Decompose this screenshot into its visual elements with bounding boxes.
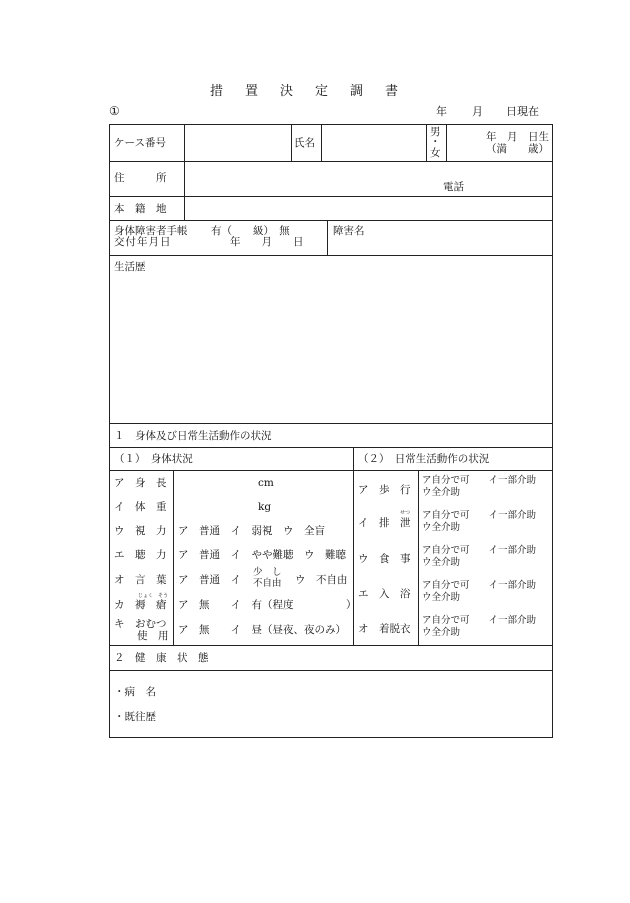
medical-history-label: ・既往歴 bbox=[114, 711, 156, 723]
address-label: 住 所 bbox=[114, 172, 167, 184]
walking-label: ア 歩 行 bbox=[358, 484, 411, 496]
section2-title: ２ 健 康 状 態 bbox=[114, 652, 209, 664]
speech-label: オ 言 葉 bbox=[114, 574, 167, 586]
document-title: 措置決定調書 bbox=[209, 84, 420, 99]
bedsore-ruby: じょく そう bbox=[138, 593, 169, 599]
name-label: 氏名 bbox=[294, 137, 315, 149]
excretion-option-line2: ウ全介助 bbox=[422, 522, 461, 533]
diaper-label-use: 使 用 bbox=[137, 630, 169, 642]
bedsore-options: ア 無 イ 有（程度 ） bbox=[178, 599, 357, 611]
domicile-label: 本 籍 地 bbox=[114, 203, 167, 215]
life-history-label: 生活歴 bbox=[114, 261, 146, 273]
vision-options: ア 普通 イ 弱視 ウ 全盲 bbox=[178, 525, 325, 537]
bathing-option-line2: ウ全介助 bbox=[422, 592, 461, 603]
date-year: 年 bbox=[436, 105, 447, 118]
eating-option-line2: ウ全介助 bbox=[422, 557, 461, 568]
height-unit: cm bbox=[258, 477, 274, 489]
speech-options-suffix: ウ 不自由 bbox=[295, 574, 348, 586]
date-month: 月 bbox=[472, 105, 483, 118]
date-day: 日現在 bbox=[506, 105, 539, 118]
height-label: ア 身 長 bbox=[114, 477, 167, 489]
excretion-option-line1: ア自分で可 イ一部介助 bbox=[422, 510, 537, 521]
vision-label: ウ 視 力 bbox=[114, 525, 167, 537]
issue-date-label: 交付年月日 bbox=[114, 236, 172, 248]
dressing-option-line2: ウ全介助 bbox=[422, 627, 461, 638]
excretion-ruby: せつ bbox=[400, 510, 411, 516]
dressing-option-line1: ア自分で可 イ一部介助 bbox=[422, 615, 537, 626]
sex-dot: ・ bbox=[430, 136, 441, 148]
speech-options-prefix: ア 普通 イ bbox=[178, 574, 241, 586]
form-number: ① bbox=[109, 104, 120, 118]
decision-form bbox=[109, 124, 553, 738]
issue-date-value: 年 月 日 bbox=[230, 236, 304, 248]
bathing-label: エ 入 浴 bbox=[358, 588, 411, 600]
walking-option-line1: ア自分で可 イ一部介助 bbox=[422, 475, 537, 486]
eating-label: ウ 食 事 bbox=[358, 553, 411, 565]
weight-unit: kg bbox=[258, 501, 272, 513]
case-number-label: ケース番号 bbox=[114, 137, 166, 149]
handbook-label: 身体障害者手帳 bbox=[114, 225, 188, 237]
bedsore-label: カ 褥 瘡 bbox=[114, 599, 167, 611]
walking-option-line2: ウ全介助 bbox=[422, 487, 461, 498]
adl-header: （２） 日常生活動作の状況 bbox=[358, 453, 490, 465]
handbook-status: 有（ 級） 無 bbox=[211, 225, 290, 237]
hearing-options: ア 普通 イ やや難聴 ウ 難聴 bbox=[178, 549, 346, 561]
speech-option-little: 少 し bbox=[253, 567, 282, 578]
bathing-option-line1: ア自分で可 イ一部介助 bbox=[422, 580, 537, 591]
excretion-label: イ 排 泄 bbox=[358, 517, 411, 529]
eating-option-line1: ア自分で可 イ一部介助 bbox=[422, 545, 537, 556]
hearing-label: エ 聴 力 bbox=[114, 549, 167, 561]
sex-male: 男 bbox=[430, 126, 441, 138]
speech-option-impaired: 不自由 bbox=[253, 578, 282, 589]
weight-label: イ 体 重 bbox=[114, 501, 167, 513]
diaper-options: ア 無 イ 昼（昼夜、夜のみ） bbox=[178, 624, 346, 636]
age-label: （満 歳） bbox=[486, 143, 549, 155]
sex-female: 女 bbox=[430, 147, 441, 159]
phone-label: 電話 bbox=[443, 181, 464, 193]
diaper-label: キ おむつ bbox=[114, 618, 167, 630]
section1-title: １ 身体及び日常生活動作の状況 bbox=[114, 430, 272, 442]
dressing-label: オ 着脱衣 bbox=[358, 623, 411, 635]
birth-date-label: 年 月 日生 bbox=[486, 131, 549, 143]
disability-name-label: 障害名 bbox=[333, 225, 365, 237]
body-status-header: （１） 身体状況 bbox=[114, 453, 193, 465]
disease-name-label: ・病 名 bbox=[114, 686, 156, 698]
